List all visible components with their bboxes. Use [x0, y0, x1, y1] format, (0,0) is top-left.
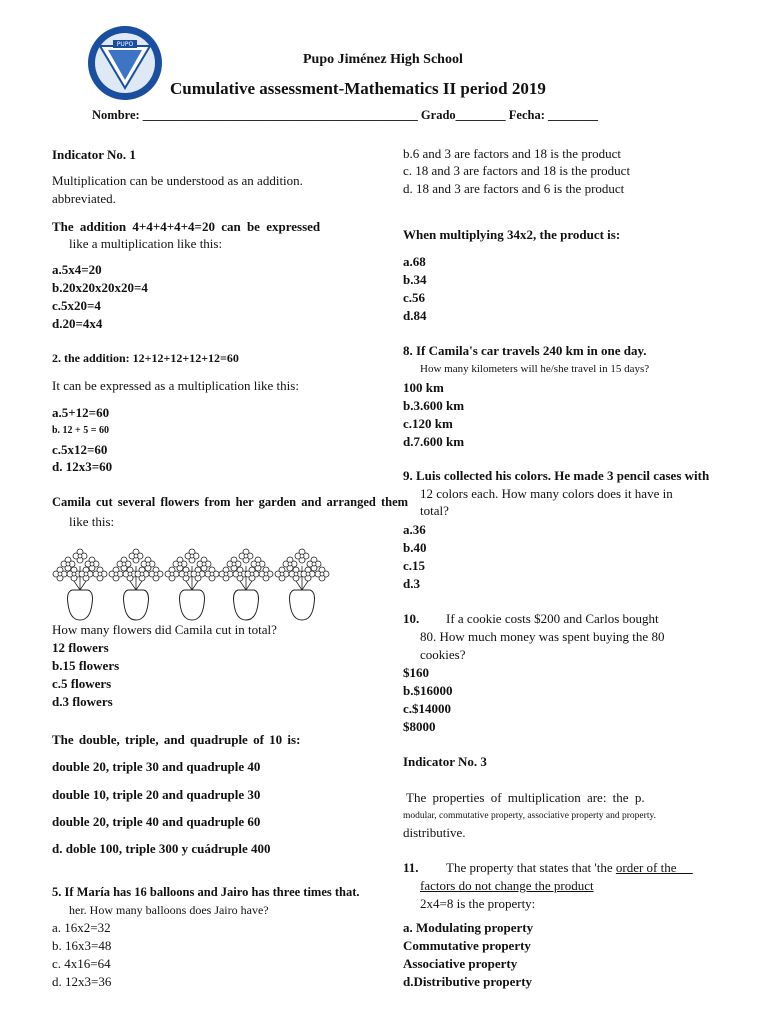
q3-text-2: like this:	[69, 514, 115, 529]
q9-option-d: d.3	[403, 576, 420, 591]
q11-text-2: factors do not change the product	[420, 878, 594, 893]
q1-option-d: d.20=4x4	[52, 316, 103, 331]
q3-option-a: 12 flowers	[52, 640, 109, 655]
q11-number: 11.	[403, 860, 419, 875]
q10-option-d: $8000	[403, 719, 436, 734]
indicator-3-heading: Indicator No. 3	[403, 754, 487, 769]
q9-option-c: c.15	[403, 558, 426, 573]
q6-option-b: b.6 and 3 are factors and 18 is the product	[403, 146, 622, 161]
q8-option-c: c.120 km	[403, 416, 453, 431]
q1-text-2: like a multiplication like this:	[69, 236, 223, 251]
q10-text-3: cookies?	[420, 647, 466, 662]
q8-option-a: 100 km	[403, 380, 444, 395]
properties-text: The properties of multiplication are: the p.	[406, 790, 645, 805]
q4-option-a: double 20, triple 30 and quadruple 40	[52, 759, 261, 774]
q11-option-d: d.Distributive property	[403, 974, 533, 989]
q3-question: How many flowers did Camila cut in total?	[52, 622, 277, 637]
q9-text-3: total?	[420, 503, 449, 518]
indicator-1-heading: Indicator No. 1	[52, 147, 136, 162]
q5-option-b: b. 16x3=48	[52, 938, 112, 953]
logo-text: PUPO	[116, 41, 134, 48]
q7-option-a: a.68	[403, 254, 426, 269]
form-line: Nombre: ____________________________________________ Grado________ Fecha: ________	[92, 108, 598, 122]
q1-option-a: a.5x4=20	[52, 262, 102, 277]
q5-text-2: her. How many balloons does Jairo have?	[69, 903, 269, 917]
school-name: Pupo Jiménez High School	[303, 52, 463, 67]
q2-text-2: It can be expressed as a multiplication like this:	[52, 378, 299, 393]
intro-line-1: Multiplication can be understood as an addition.	[52, 173, 303, 188]
q11-option-a: a. Modulating property	[403, 920, 534, 935]
q9-text-2: 12 colors each. How many colors does it have in	[420, 486, 673, 501]
q4-option-d: d. doble 100, triple 300 y cuádruple 400	[52, 841, 271, 856]
q8-option-b: b.3.600 km	[403, 398, 465, 413]
q3-option-b: b.15 flowers	[52, 658, 120, 673]
q11-text-underlined: order of the	[615, 860, 677, 875]
q7-option-b: b.34	[403, 272, 427, 287]
q2-option-d: d. 12x3=60	[52, 459, 113, 474]
q10-text-2: 80. How much money was spent buying the 80	[420, 629, 665, 644]
school-logo	[88, 26, 162, 100]
flower-vases-illustration	[52, 546, 332, 622]
q1-option-b: b.20x20x20x20=4	[52, 280, 148, 295]
q8-option-d: d.7.600 km	[403, 434, 465, 449]
q5-option-d: d. 12x3=36	[52, 974, 112, 989]
q4-text: The double, triple, and quadruple of 10 is:	[52, 732, 301, 747]
q2-option-a: a.5+12=60	[52, 405, 110, 420]
q9-text: 9. Luis collected his colors. He made 3 pencil cases with	[403, 468, 710, 483]
vase-4	[219, 549, 273, 620]
q5-text: 5. If María has 16 balloons and Jairo has three times that.	[52, 885, 360, 899]
vase-1	[53, 549, 107, 620]
q1-text: The addition 4+4+4+4+4=20 can be expressed	[52, 219, 321, 234]
q11-text	[446, 860, 693, 876]
q11-text-a: The property that states that 'the	[446, 860, 616, 875]
q3-option-c: c.5 flowers	[52, 676, 112, 691]
q10-number: 10.	[403, 611, 420, 626]
q9-option-a: a.36	[403, 522, 426, 537]
q9-option-b: b.40	[403, 540, 427, 555]
q6-option-c: c. 18 and 3 are factors and 18 is the product	[403, 163, 631, 178]
q10-option-c: c.$14000	[403, 701, 452, 716]
vase-5	[275, 549, 329, 620]
q5-option-c: c. 4x16=64	[52, 956, 111, 971]
q10-option-b: b.$16000	[403, 683, 453, 698]
q11-option-c: Associative property	[403, 956, 518, 971]
q7-option-c: c.56	[403, 290, 426, 305]
vase-3	[165, 549, 219, 620]
q4-option-b: double 10, triple 20 and quadruple 30	[52, 787, 261, 802]
q11-option-b: Commutative property	[403, 938, 531, 953]
q6-option-d: d. 18 and 3 are factors and 6 is the product	[403, 181, 625, 196]
vase-2	[109, 549, 163, 620]
intro-line-2: abbreviated.	[52, 191, 116, 206]
q4-option-c: double 20, triple 40 and quadruple 60	[52, 814, 261, 829]
q7-text: When multiplying 34x2, the product is:	[403, 227, 621, 242]
properties-text-3: distributive.	[403, 825, 466, 840]
q8-text: 8. If Camila's car travels 240 km in one day.	[403, 343, 647, 358]
q10-option-a: $160	[403, 665, 429, 680]
q3-option-d: d.3 flowers	[52, 694, 113, 709]
q7-option-d: d.84	[403, 308, 427, 323]
q2-option-c: c.5x12=60	[52, 442, 108, 457]
page-title: Cumulative assessment-Mathematics II period 2019	[170, 79, 546, 98]
q1-option-c: c.5x20=4	[52, 298, 101, 313]
q5-option-a: a. 16x2=32	[52, 920, 111, 935]
q8-text-2: How many kilometers will he/she travel in 15 days?	[420, 363, 650, 375]
q10-text: If a cookie costs $200 and Carlos bought	[446, 611, 659, 626]
properties-text-2: modular, commutative property, associative property and property.	[403, 811, 656, 821]
q2-text: 2. the addition: 12+12+12+12+12=60	[52, 351, 239, 365]
q2-option-b: b. 12 + 5 = 60	[52, 425, 109, 436]
q3-text: Camila cut several flowers from her garden and arranged them	[52, 495, 409, 509]
q11-text-3: 2x4=8 is the property:	[420, 896, 536, 911]
